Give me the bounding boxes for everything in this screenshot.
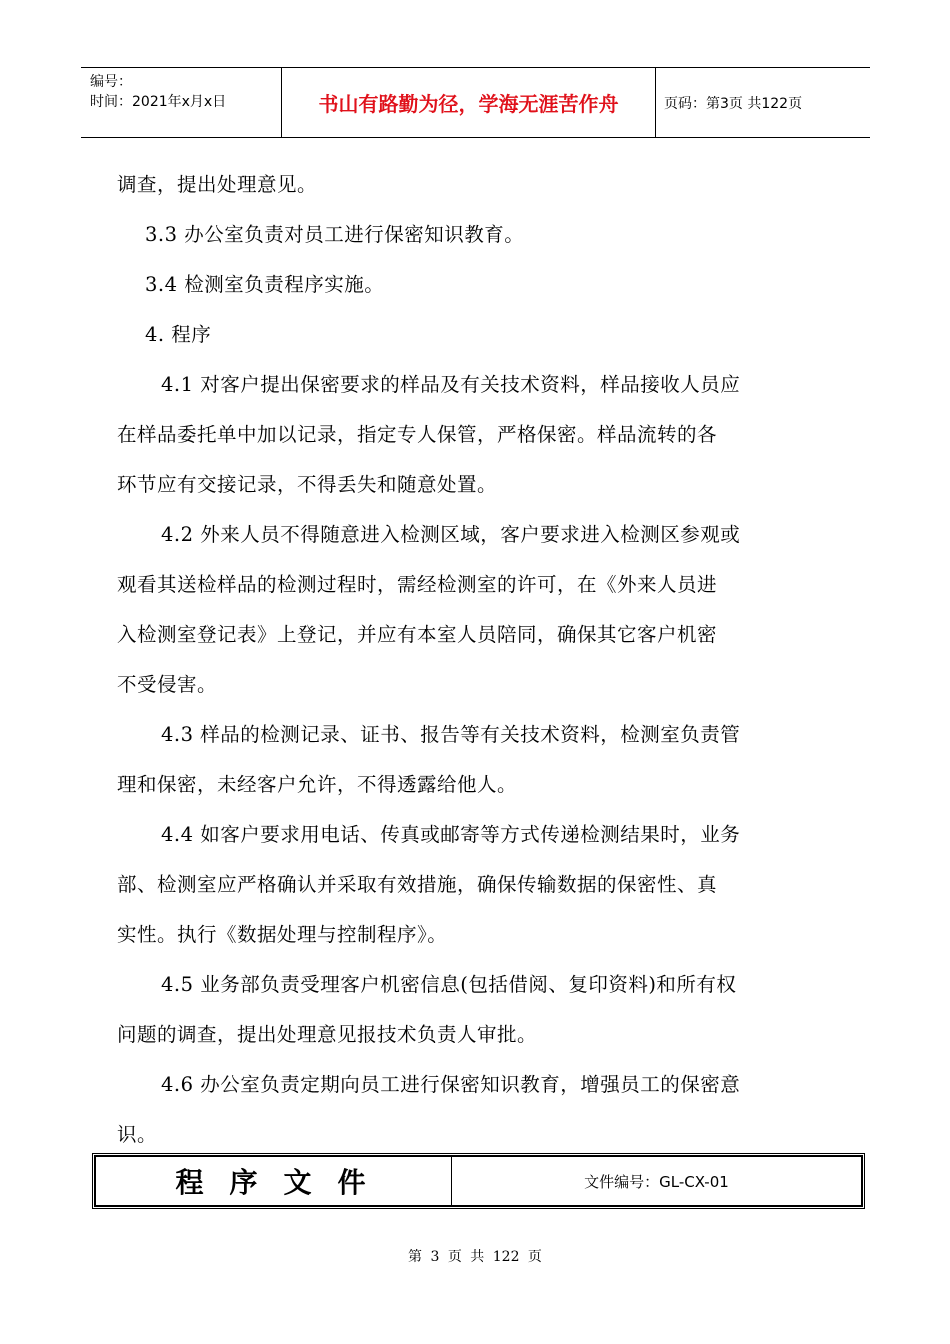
document-body: [117, 160, 817, 1160]
body-line: 识。: [117, 1123, 158, 1146]
body-line: 4.1 对客户提出保密要求的样品及有关技术资料，样品接收人员应: [161, 373, 741, 396]
document-header: [81, 67, 870, 138]
form-title: 程序文件: [96, 1157, 452, 1205]
body-line: 调查，提出处理意见。: [117, 173, 318, 196]
body-line: 环节应有交接记录，不得丢失和随意处置。: [117, 473, 498, 496]
body-line: 3.3 办公室负责对员工进行保密知识教育。: [145, 223, 525, 246]
body-line: 实性。执行《数据处理与控制程序》。: [117, 923, 448, 946]
document-date: 时间：2021年x月x日: [90, 94, 227, 110]
body-line: 4.5 业务部负责受理客户机密信息(包括借阅、复印资料)和所有权: [161, 973, 737, 996]
header-meta: [81, 68, 281, 137]
body-line: 部、检测室应严格确认并采取有效措施，确保传输数据的保密性、真: [117, 873, 718, 896]
form-code: 文件编号：GL-CX-01: [584, 1172, 729, 1191]
body-line: 观看其送检样品的检测过程时，需经检测室的许可，在《外来人员进: [117, 573, 718, 596]
section-heading: 4. 程序: [145, 323, 212, 346]
body-line: 不受侵害。: [117, 673, 218, 696]
body-line: 问题的调查，提出处理意见报技术负责人审批。: [117, 1023, 538, 1046]
body-line: 入检测室登记表》上登记，并应有本室人员陪同，确保其它客户机密: [117, 623, 718, 646]
page-footer: 第 3 页 共 122 页: [408, 1249, 542, 1265]
body-line: 4.3 样品的检测记录、证书、报告等有关技术资料，检测室负责管: [161, 723, 741, 746]
header-page-info: 页码：第3页 共122页: [664, 95, 803, 112]
document-number-label: 编号：: [90, 74, 132, 90]
body-line: 理和保密，未经客户允许，不得透露给他人。: [117, 773, 518, 796]
body-line: 在样品委托单中加以记录，指定专人保管，严格保密。样品流转的各: [117, 423, 718, 446]
body-line: 4.2 外来人员不得随意进入检测区域，客户要求进入检测区参观或: [161, 523, 741, 546]
body-line: 3.4 检测室负责程序实施。: [145, 273, 385, 296]
body-line: 4.6 办公室负责定期向员工进行保密知识教育，增强员工的保密意: [161, 1073, 741, 1096]
header-slogan: 书山有路勤为径，学海无涯苦作舟: [281, 68, 656, 137]
procedure-form-box: [92, 1153, 865, 1209]
body-line: 4.4 如客户要求用电话、传真或邮寄等方式传递检测结果时，业务: [161, 823, 741, 846]
